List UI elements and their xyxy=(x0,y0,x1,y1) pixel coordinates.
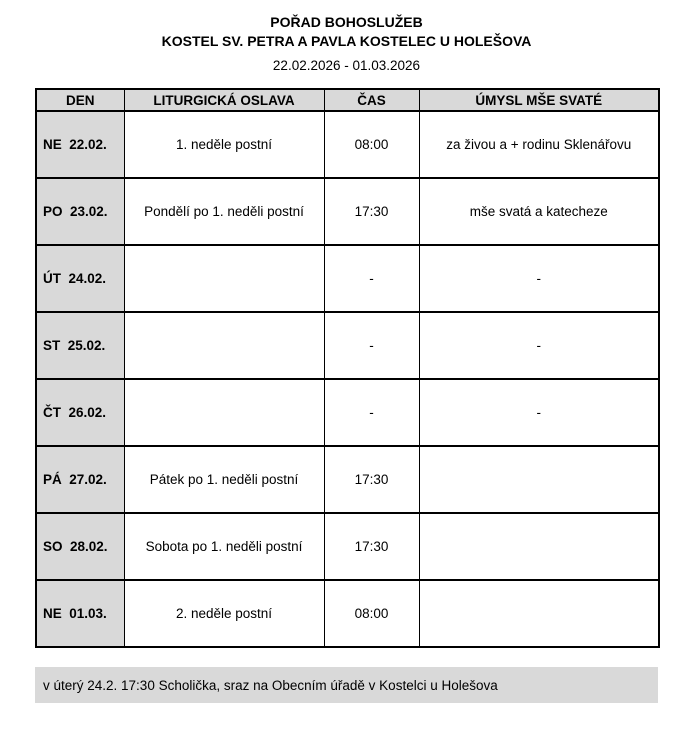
cell-cas: 08:00 xyxy=(324,580,419,647)
cell-cas: 17:30 xyxy=(324,178,419,245)
cell-oslava: Pondělí po 1. neděli postní xyxy=(124,178,324,245)
cell-day: ČT 26.02. xyxy=(36,379,124,446)
cell-day: PÁ 27.02. xyxy=(36,446,124,513)
cell-umysl xyxy=(419,446,659,513)
cell-day: ÚT 24.02. xyxy=(36,245,124,312)
cell-day: SO 28.02. xyxy=(36,513,124,580)
cell-umysl xyxy=(419,580,659,647)
cell-umysl: - xyxy=(419,379,659,446)
cell-day: PO 23.02. xyxy=(36,178,124,245)
table-header-row xyxy=(36,89,659,111)
footer-note xyxy=(35,667,658,703)
cell-cas: - xyxy=(324,379,419,446)
table-row xyxy=(36,111,659,178)
document-title: POŘAD BOHOSLUŽEB xyxy=(270,14,423,30)
column-header-umysl: ÚMYSL MŠE SVATÉ xyxy=(419,89,659,111)
church-name: KOSTEL SV. PETRA A PAVLA KOSTELEC U HOLEŠOVA xyxy=(161,33,532,49)
cell-umysl xyxy=(419,513,659,580)
service-schedule-table xyxy=(35,88,660,648)
cell-umysl: - xyxy=(419,312,659,379)
table-row xyxy=(36,245,659,312)
cell-umysl: - xyxy=(419,245,659,312)
table-row xyxy=(36,379,659,446)
table-row xyxy=(36,580,659,647)
cell-cas: 17:30 xyxy=(324,446,419,513)
column-header-cas: ČAS xyxy=(324,89,419,111)
cell-day: NE 01.03. xyxy=(36,580,124,647)
cell-day: ST 25.02. xyxy=(36,312,124,379)
column-header-den: DEN xyxy=(36,89,124,111)
cell-oslava: 1. neděle postní xyxy=(124,111,324,178)
cell-umysl: za živou a + rodinu Sklenářovu xyxy=(419,111,659,178)
cell-cas: 17:30 xyxy=(324,513,419,580)
document-header xyxy=(0,13,693,75)
table-row xyxy=(36,513,659,580)
cell-oslava: Pátek po 1. neděli postní xyxy=(124,446,324,513)
cell-oslava: Sobota po 1. neděli postní xyxy=(124,513,324,580)
date-range: 22.02.2026 - 01.03.2026 xyxy=(272,58,421,73)
cell-cas: - xyxy=(324,312,419,379)
cell-oslava xyxy=(124,312,324,379)
table-row xyxy=(36,446,659,513)
table-row xyxy=(36,312,659,379)
cell-oslava xyxy=(124,245,324,312)
cell-oslava: 2. neděle postní xyxy=(124,580,324,647)
footer-note-text: v úterý 24.2. 17:30 Scholička, sraz na Obecním úřadě v Kostelci u Holešova xyxy=(43,677,498,693)
cell-day: NE 22.02. xyxy=(36,111,124,178)
cell-umysl: mše svatá a katecheze xyxy=(419,178,659,245)
cell-oslava xyxy=(124,379,324,446)
cell-cas: 08:00 xyxy=(324,111,419,178)
column-header-oslava: LITURGICKÁ OSLAVA xyxy=(124,89,324,111)
table-row xyxy=(36,178,659,245)
cell-cas: - xyxy=(324,245,419,312)
